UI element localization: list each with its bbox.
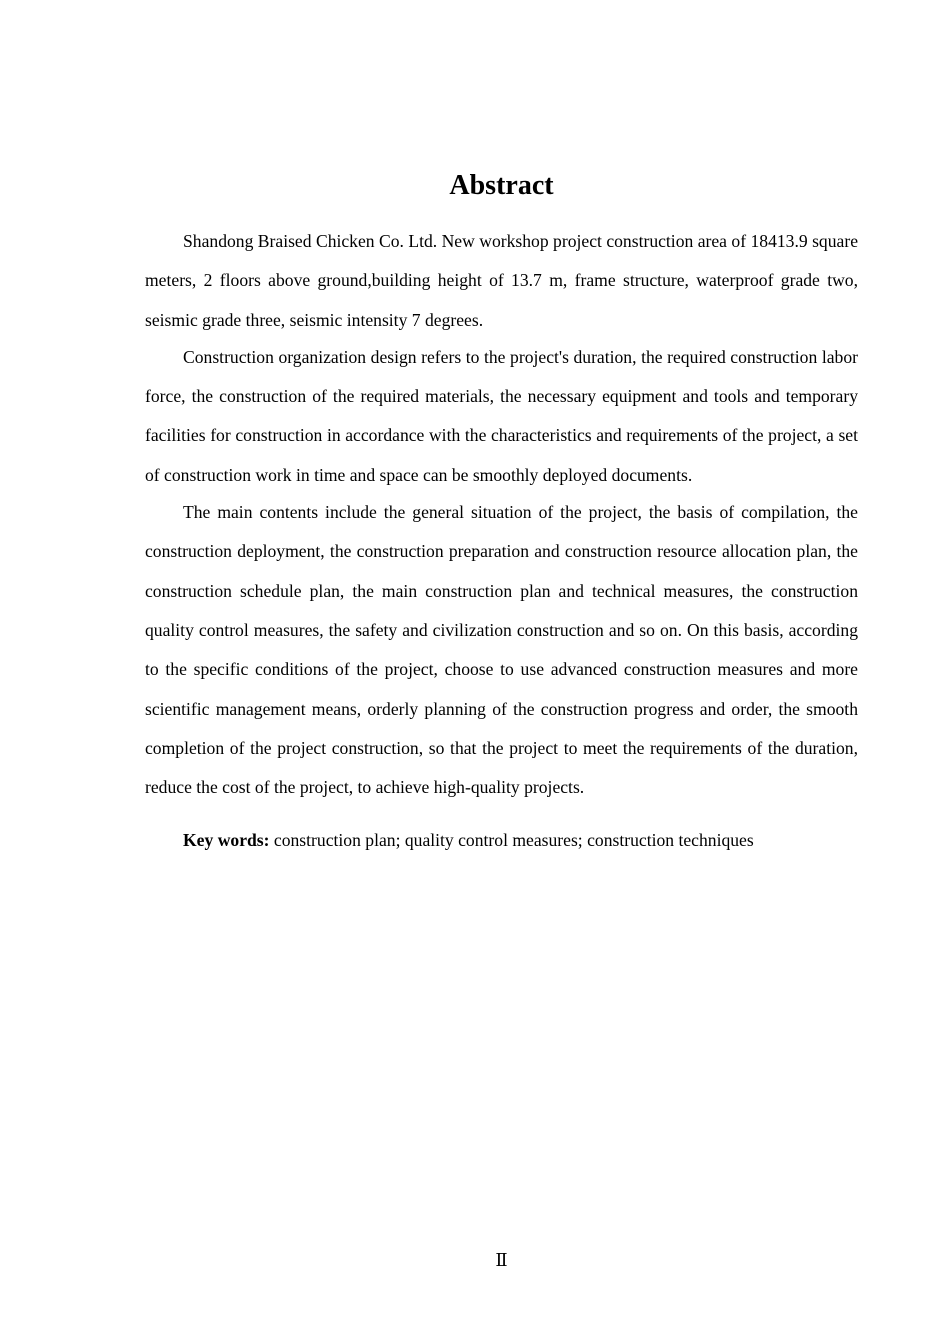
keywords-label: Key words:: [183, 830, 270, 851]
abstract-paragraph-3: The main contents include the general situation of the project, the basis of compilation, the construction deployment, the construction preparation and construction resource allocation plan, the construction schedule plan, the main construction plan and technical measures, the construction quality control measures, the safety and civilization construction and so on. On this basis, according to the specific conditions of the project, choose to use advanced construction measures and more scientific management means, orderly planning of the construction progress and order, the smooth completion of the project construction, so that the project to meet the requirements of the duration, reduce the cost of the project, to achieve high-quality projects.: [145, 502, 858, 798]
abstract-paragraph-1: Shandong Braised Chicken Co. Ltd. New workshop project construction area of 18413.9 square meters, 2 floors above ground,building height of 13.7 m, frame structure, waterproof grade two, seismic grade three, seismic intensity 7 degrees.: [145, 231, 858, 330]
page-title: Abstract: [449, 170, 554, 201]
page-number: Ⅱ: [495, 1250, 508, 1270]
abstract-paragraph-2: Construction organization design refers to the project's duration, the required construction labor force, the construction of the required materials, the necessary equipment and tools and temporary facilities for construction in accordance with the characteristics and requirements of the project, a set of construction work in time and space can be smoothly deployed documents.: [145, 346, 858, 485]
keywords-text: construction plan; quality control measures; construction techniques: [273, 830, 754, 851]
abstract-body: [145, 222, 858, 861]
keywords-line: [145, 821, 858, 860]
